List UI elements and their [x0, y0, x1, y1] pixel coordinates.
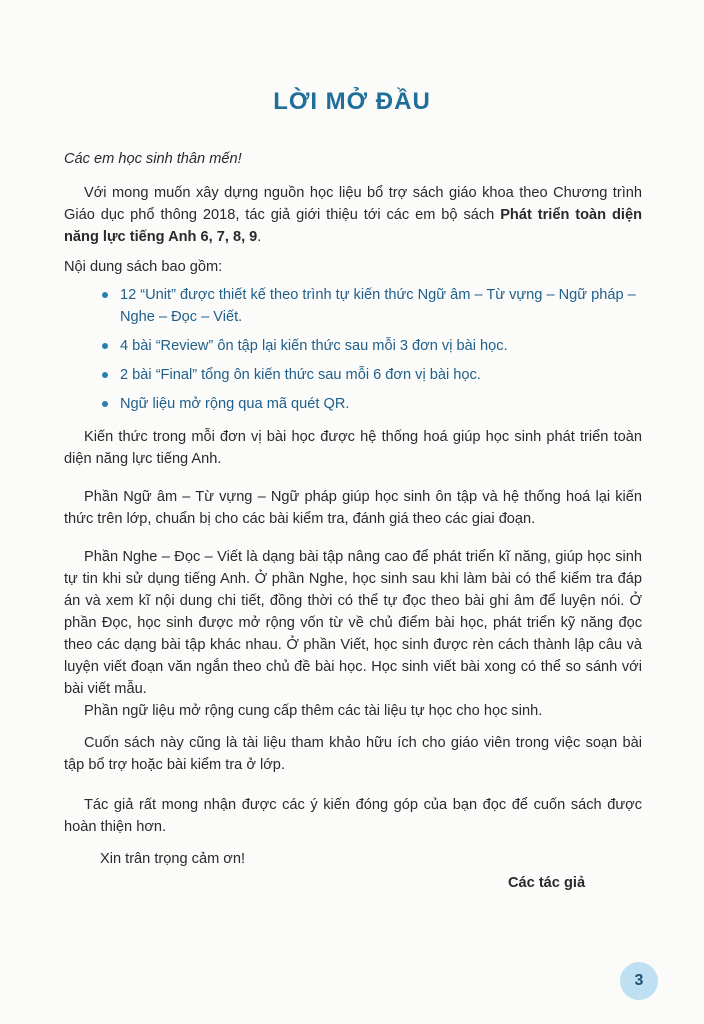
page-number: 3	[634, 972, 644, 989]
bullet-dot-icon	[102, 372, 108, 378]
intro-paragraph	[64, 182, 642, 248]
list-item	[64, 364, 642, 386]
list-item-text: 4 bài “Review” ôn tập lại kiến thức sau mỗi 3 đơn vị bài học.	[120, 338, 508, 354]
contents-label: Nội dung sách bao gồm:	[64, 259, 223, 275]
paragraph-phonetics: Phần Ngữ âm – Từ vựng – Ngữ pháp giúp học sinh ôn tập và hệ thống hoá lại kiến thức trên lớp, chuẩn bị cho các bài kiểm tra, đánh giá theo các giai đoạn.	[64, 489, 642, 527]
list-item	[64, 284, 642, 328]
bullet-dot-icon	[102, 292, 108, 298]
paragraph-skills: Phần Nghe – Đọc – Viết là dạng bài tập nâng cao để phát triển kĩ năng, giúp học sinh tự tin khi sử dụng tiếng Anh. Ở phần Nghe, học sinh sau khi làm bài có thể kiểm tra đáp án và xem kĩ nội dung chi tiết, đồng thời có thể tự đọc theo bài ghi âm để luyện nói. Ở phần Đọc, học sinh được mở rộng vốn từ về chủ điểm bài học, phát triển kỹ năng đọc theo các dạng bài tập khác nhau. Ở phần Viết, học sinh được rèn cách thành lập câu và luyện viết đoạn văn ngắn theo chủ đề bài học. Học sinh viết bài xong có thể so sánh với bài viết mẫu.	[64, 549, 642, 697]
list-item	[64, 393, 642, 415]
signature: Các tác giả	[508, 875, 586, 891]
bullet-dot-icon	[102, 343, 108, 349]
paragraph-extended: Phần ngữ liệu mở rộng cung cấp thêm các tài liệu tự học cho học sinh.	[84, 703, 543, 719]
list-item-text: 12 “Unit” được thiết kế theo trình tự kiến thức Ngữ âm – Từ vựng – Ngữ pháp – Nghe – Đọc – Viết.	[120, 287, 636, 325]
paragraph-teachers: Cuốn sách này cũng là tài liệu tham khảo hữu ích cho giáo viên trong việc soạn bài tập bổ trợ hoặc bài kiểm tra ở lớp.	[64, 735, 642, 773]
paragraph-knowledge: Kiến thức trong mỗi đơn vị bài học được hệ thống hoá giúp học sinh phát triển toàn diện năng lực tiếng Anh.	[64, 429, 642, 467]
paragraph-feedback: Tác giả rất mong nhận được các ý kiến đóng góp của bạn đọc để cuốn sách được hoàn thiện hơn.	[64, 797, 642, 835]
page-number-badge	[620, 962, 658, 1000]
page-title: LỜI MỞ ĐẦU	[273, 88, 431, 115]
greeting: Các em học sinh thân mến!	[64, 151, 242, 167]
series-title: Phát triển toàn diện năng lực tiếng Anh 6, 7, 8, 9	[64, 207, 642, 245]
list-item-text: Ngữ liệu mở rộng qua mã quét QR.	[120, 396, 350, 412]
list-item	[64, 335, 642, 357]
contents-list	[64, 284, 642, 422]
bullet-dot-icon	[102, 401, 108, 407]
thanks-line: Xin trân trọng cảm ơn!	[100, 851, 246, 867]
list-item-text: 2 bài “Final” tổng ôn kiến thức sau mỗi 6 đơn vị bài học.	[120, 367, 481, 383]
intro-end: .	[257, 229, 262, 245]
intro-text: Với mong muốn xây dựng nguồn học liệu bổ trợ sách giáo khoa theo Chương trình Giáo dục phổ thông 2018, tác giả giới thiệu tới các em bộ sách	[64, 185, 642, 223]
